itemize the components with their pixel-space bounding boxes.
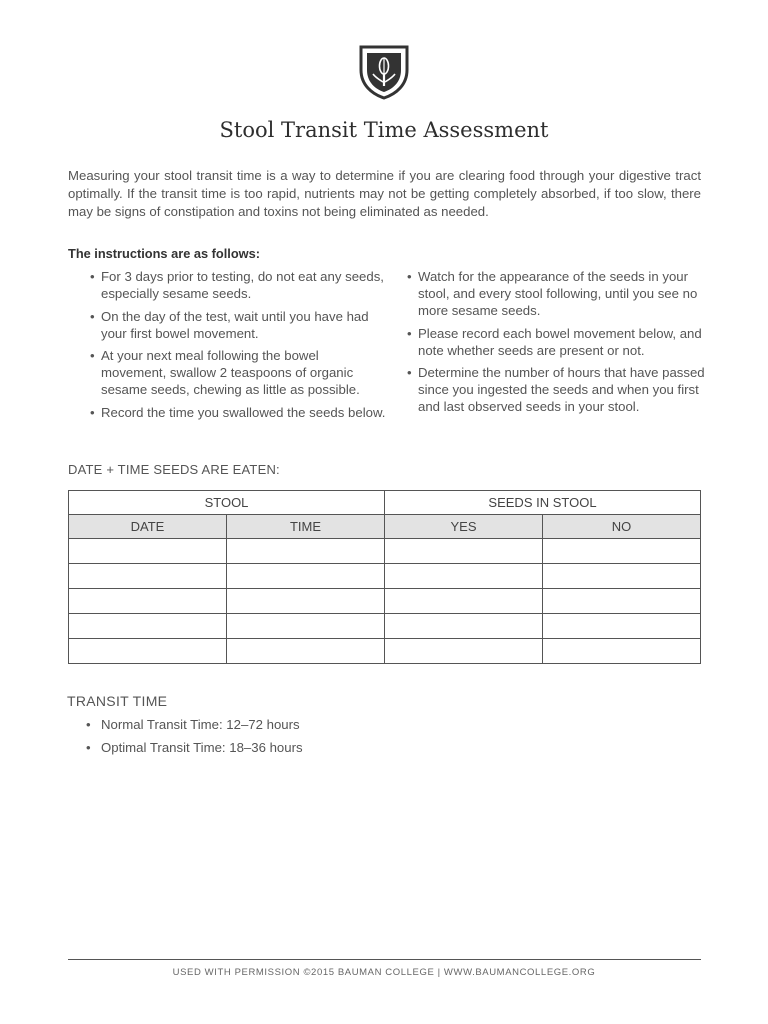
table-row (69, 614, 701, 639)
instruction-item: • Watch for the appearance of the seeds in your stool, and every stool following, until you see no more sesame seeds. (407, 269, 698, 318)
no-cell[interactable] (543, 589, 701, 614)
instruction-item: • Please record each bowel movement below, and note whether seeds are present or not. (407, 325, 702, 358)
list-item: • Optimal Transit Time: 18–36 hours (86, 740, 303, 755)
instructions-list-left (90, 268, 386, 426)
table-row (69, 639, 701, 664)
instruction-item: • Record the time you swallowed the seeds below. (90, 404, 386, 420)
list-item: • Normal Transit Time: 12–72 hours (86, 717, 300, 732)
time-cell[interactable] (227, 639, 385, 664)
time-cell[interactable] (227, 614, 385, 639)
footer-credit: USED WITH PERMISSION ©2015 BAUMAN COLLEGE | WWW.BAUMANCOLLEGE.ORG (172, 967, 596, 978)
instruction-item: • On the day of the test, wait until you have had your first bowel movement. (90, 308, 369, 341)
seeds-group-header: SEEDS IN STOOL (385, 491, 701, 515)
stool-log-table (68, 490, 701, 664)
bullet-icon: • (90, 269, 95, 284)
time-column-header: TIME (227, 515, 385, 539)
yes-cell[interactable] (385, 639, 543, 664)
yes-cell[interactable] (385, 614, 543, 639)
date-cell[interactable] (69, 614, 227, 639)
table-row (69, 539, 701, 564)
date-cell[interactable] (69, 589, 227, 614)
bullet-icon: • (86, 740, 91, 755)
intro-paragraph: Measuring your stool transit time is a way to determine if you are clearing food through your digestive tract optimally. If the transit time is too rapid, nutrients may not be getting completely absorbed, if too slow, there may be signs of constipation and toxins not being eliminated as needed. (68, 168, 701, 219)
bullet-icon: • (407, 325, 412, 341)
transit-time-list (86, 716, 303, 762)
transit-time-heading: TRANSIT TIME (67, 693, 168, 709)
no-cell[interactable] (543, 614, 701, 639)
instruction-item: • At your next meal following the bowel movement, swallow 2 teaspoons of organic sesame seeds, chewing as little as possible. (90, 348, 360, 397)
yes-cell[interactable] (385, 564, 543, 589)
bullet-icon: • (407, 269, 412, 284)
bullet-icon: • (90, 308, 95, 324)
instructions-list-right (407, 268, 707, 421)
date-cell[interactable] (69, 639, 227, 664)
yes-cell[interactable] (385, 539, 543, 564)
instruction-item: • For 3 days prior to testing, do not eat any seeds, especially sesame seeds. (90, 269, 384, 301)
date-cell[interactable] (69, 539, 227, 564)
time-cell[interactable] (227, 589, 385, 614)
no-cell[interactable] (543, 564, 701, 589)
seeds-eaten-label: DATE + TIME SEEDS ARE EATEN: (68, 462, 280, 477)
bullet-icon: • (86, 717, 91, 732)
no-column-header: NO (543, 515, 701, 539)
whisk-shield-logo-icon (358, 44, 410, 100)
date-column-header: DATE (69, 515, 227, 539)
bullet-icon: • (407, 365, 412, 380)
footer-divider (68, 959, 701, 960)
instructions-heading: The instructions are as follows: (68, 246, 260, 261)
date-cell[interactable] (69, 564, 227, 589)
time-cell[interactable] (227, 564, 385, 589)
no-cell[interactable] (543, 639, 701, 664)
time-cell[interactable] (227, 539, 385, 564)
stool-group-header: STOOL (69, 491, 385, 515)
no-cell[interactable] (543, 539, 701, 564)
yes-cell[interactable] (385, 589, 543, 614)
table-row (69, 589, 701, 614)
bullet-icon: • (90, 348, 95, 363)
page-title: Stool Transit Time Assessment (219, 118, 549, 142)
instruction-item: • Determine the number of hours that have passed since you ingested the seeds and when you first and last observed seeds in your stool. (407, 365, 705, 414)
bullet-icon: • (90, 404, 95, 420)
table-row (69, 564, 701, 589)
yes-column-header: YES (385, 515, 543, 539)
